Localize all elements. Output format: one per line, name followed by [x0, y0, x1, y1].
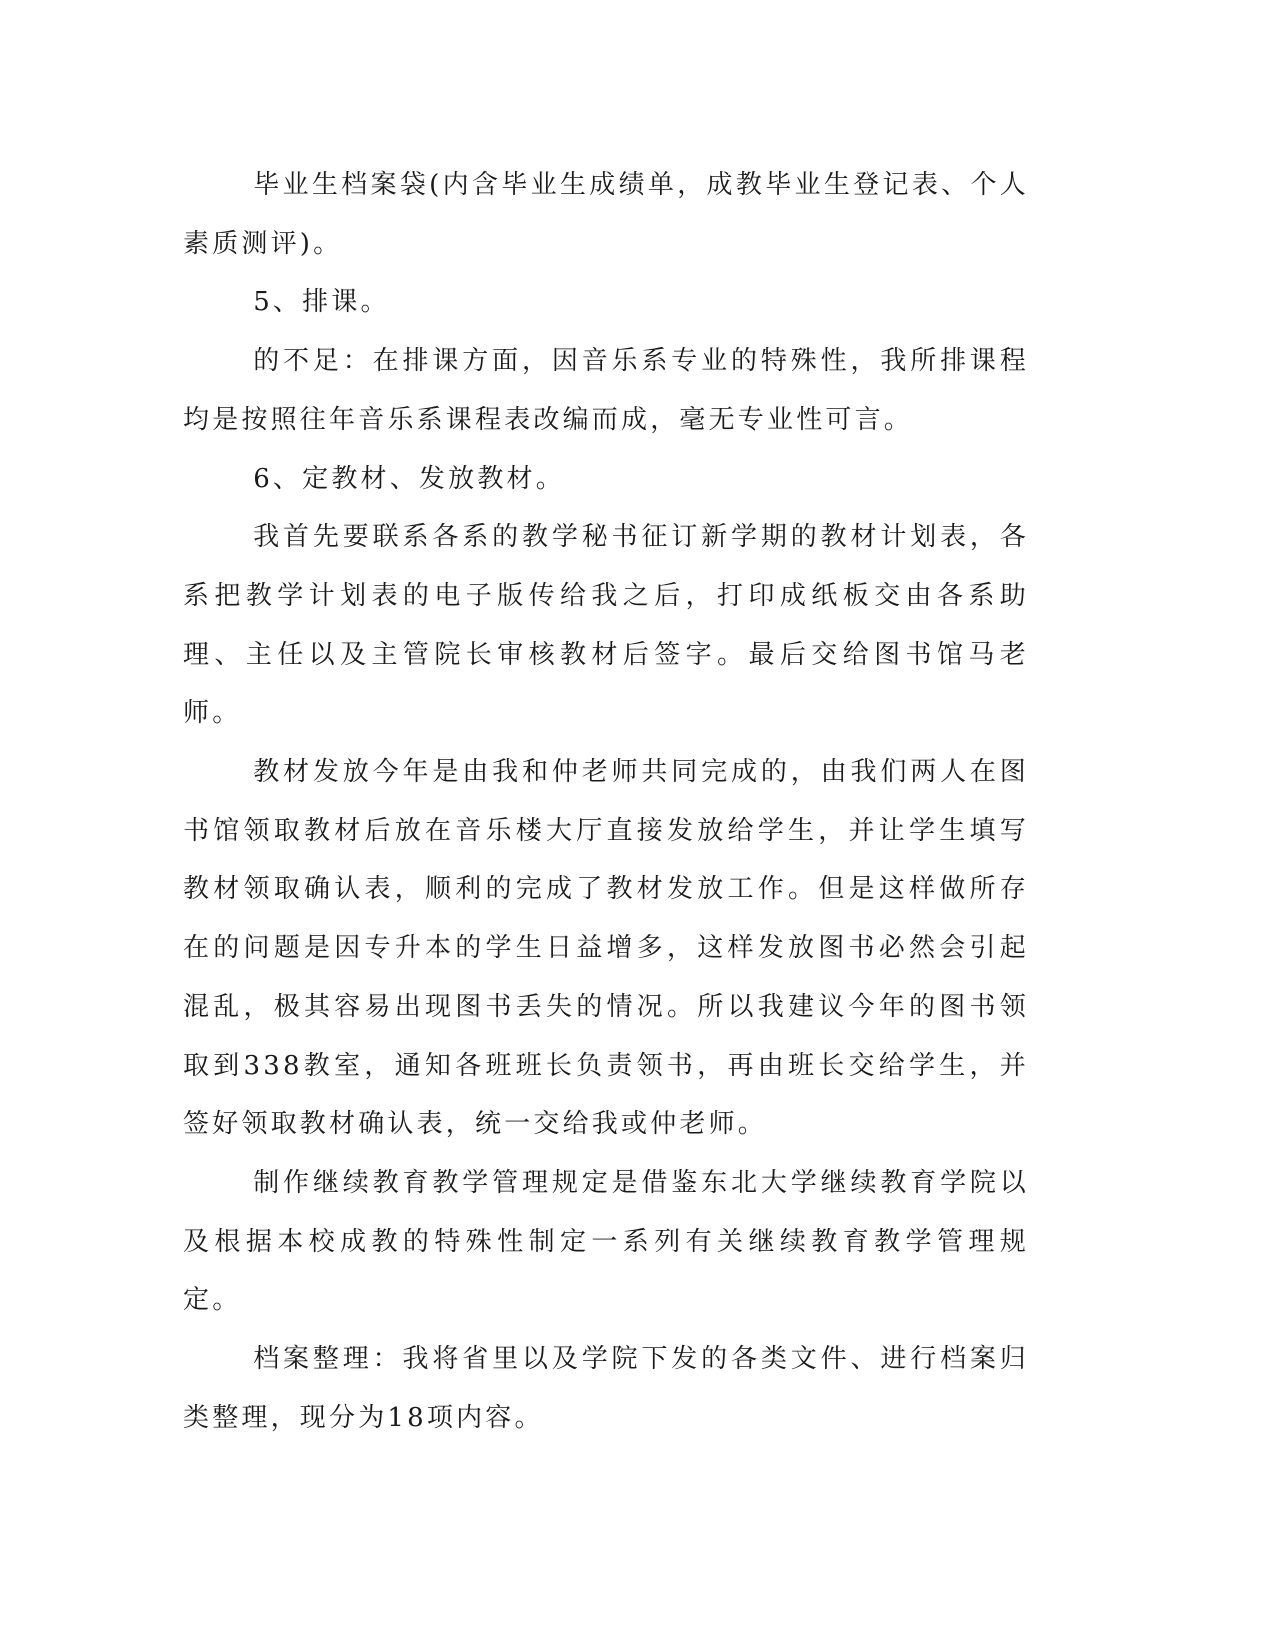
paragraph-textbook-distribution: 教材发放今年是由我和仲老师共同完成的，由我们两人在图书馆领取教材后放在音乐楼大厅直接发放给学生，并让学生填写教材领取确认表，顺利的完成了教材发放工作。但是这样做所存在的问题是因专升本的学生日益增多，这样发放图书必然会引起混乱，极其容易出现图书丢失的情况。所以我建议今年的图书领取到338教室，通知各班班长负责领书，再由班长交给学生，并签好领取教材确认表，统一交给我或仲老师。	[183, 757, 1029, 1140]
paragraph-graduate-files: 毕业生档案袋(内含毕业生成绩单，成教毕业生登记表、个人素质测评)。	[183, 170, 1029, 259]
paragraph-heading-textbooks: 6、定教材、发放教材。	[253, 463, 565, 494]
paragraph-management-rules: 制作继续教育教学管理规定是借鉴东北大学继续教育学院以及根据本校成教的特殊性制定一系列有关继续教育教学管理规定。	[183, 1167, 1029, 1316]
paragraph-archive-organization: 档案整理：我将省里以及学院下发的各类文件、进行档案归类整理，现分为18项内容。	[183, 1344, 1029, 1433]
paragraph-heading-scheduling: 5、排课。	[253, 287, 390, 318]
paragraph-scheduling-shortcoming: 的不足：在排课方面，因音乐系专业的特殊性，我所排课程均是按照往年音乐系课程表改编而成，毫无专业性可言。	[183, 346, 1029, 435]
paragraph-textbook-ordering: 我首先要联系各系的教学秘书征订新学期的教材计划表，各系把教学计划表的电子版传给我之后，打印成纸板交由各系助理、主任以及主管院长审核教材后签字。最后交给图书馆马老师。	[183, 522, 1029, 729]
document-body	[183, 156, 1029, 1447]
